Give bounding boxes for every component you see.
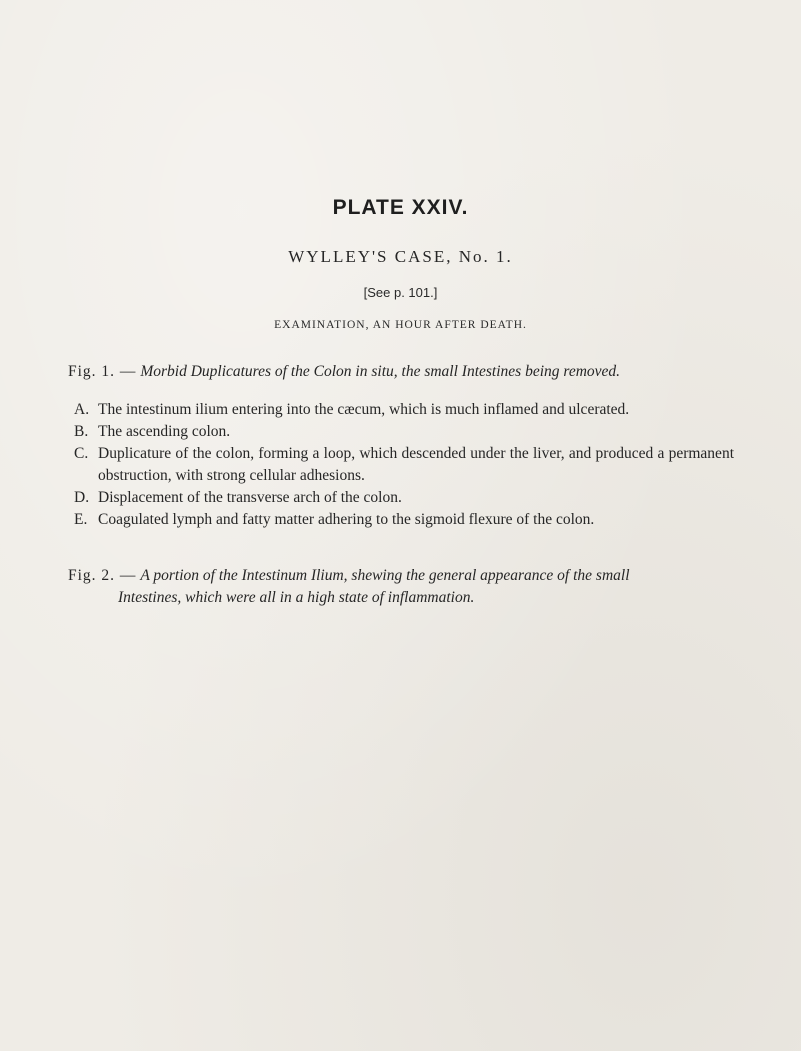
legend-item-d: [74, 487, 734, 509]
legend-letter: C.: [74, 445, 89, 462]
legend-text: Displacement of the transverse arch of the colon.: [98, 489, 402, 506]
legend-letter: B.: [74, 423, 89, 440]
figure-2-caption: [68, 565, 748, 587]
legend-item-b: [74, 421, 734, 443]
legend-text: The ascending colon.: [98, 423, 231, 440]
examination-heading: EXAMINATION, AN HOUR AFTER DEATH.: [274, 319, 527, 331]
legend-letter: A.: [74, 401, 90, 418]
legend-text: Duplicature of the colon, forming a loop, which descended under the liver, and produced a permanent obstruction, with strong cellular adhesions.: [98, 445, 734, 484]
figure-2-title-line-1: A portion of the Intestinum Ilium, shewing the general appearance of the small: [140, 567, 630, 584]
page-reference: [See p. 101.]: [363, 285, 438, 300]
figure-1-legend: [74, 399, 734, 531]
case-title: WYLLEY'S CASE, No. 1.: [288, 247, 513, 266]
figure-1-caption: [68, 361, 748, 383]
figure-1-title: Morbid Duplicatures of the Colon in situ, the small Intestines being removed.: [140, 363, 621, 380]
figure-2-label: Fig. 2. —: [68, 567, 137, 584]
legend-item-e: [74, 509, 734, 531]
figure-2-title-line-2: Intestines, which were all in a high state of inflammation.: [118, 589, 475, 606]
legend-letter: D.: [74, 489, 90, 506]
figure-1-label: Fig. 1. —: [68, 363, 137, 380]
legend-item-c: [74, 443, 734, 487]
legend-item-a: [74, 399, 734, 421]
plate-title: PLATE XXIV.: [332, 196, 469, 219]
legend-letter: E.: [74, 511, 88, 528]
legend-text: The intestinum ilium entering into the cæcum, which is much inflamed and ulcerated.: [98, 401, 630, 418]
legend-text: Coagulated lymph and fatty matter adhering to the sigmoid flexure of the colon.: [98, 511, 595, 528]
